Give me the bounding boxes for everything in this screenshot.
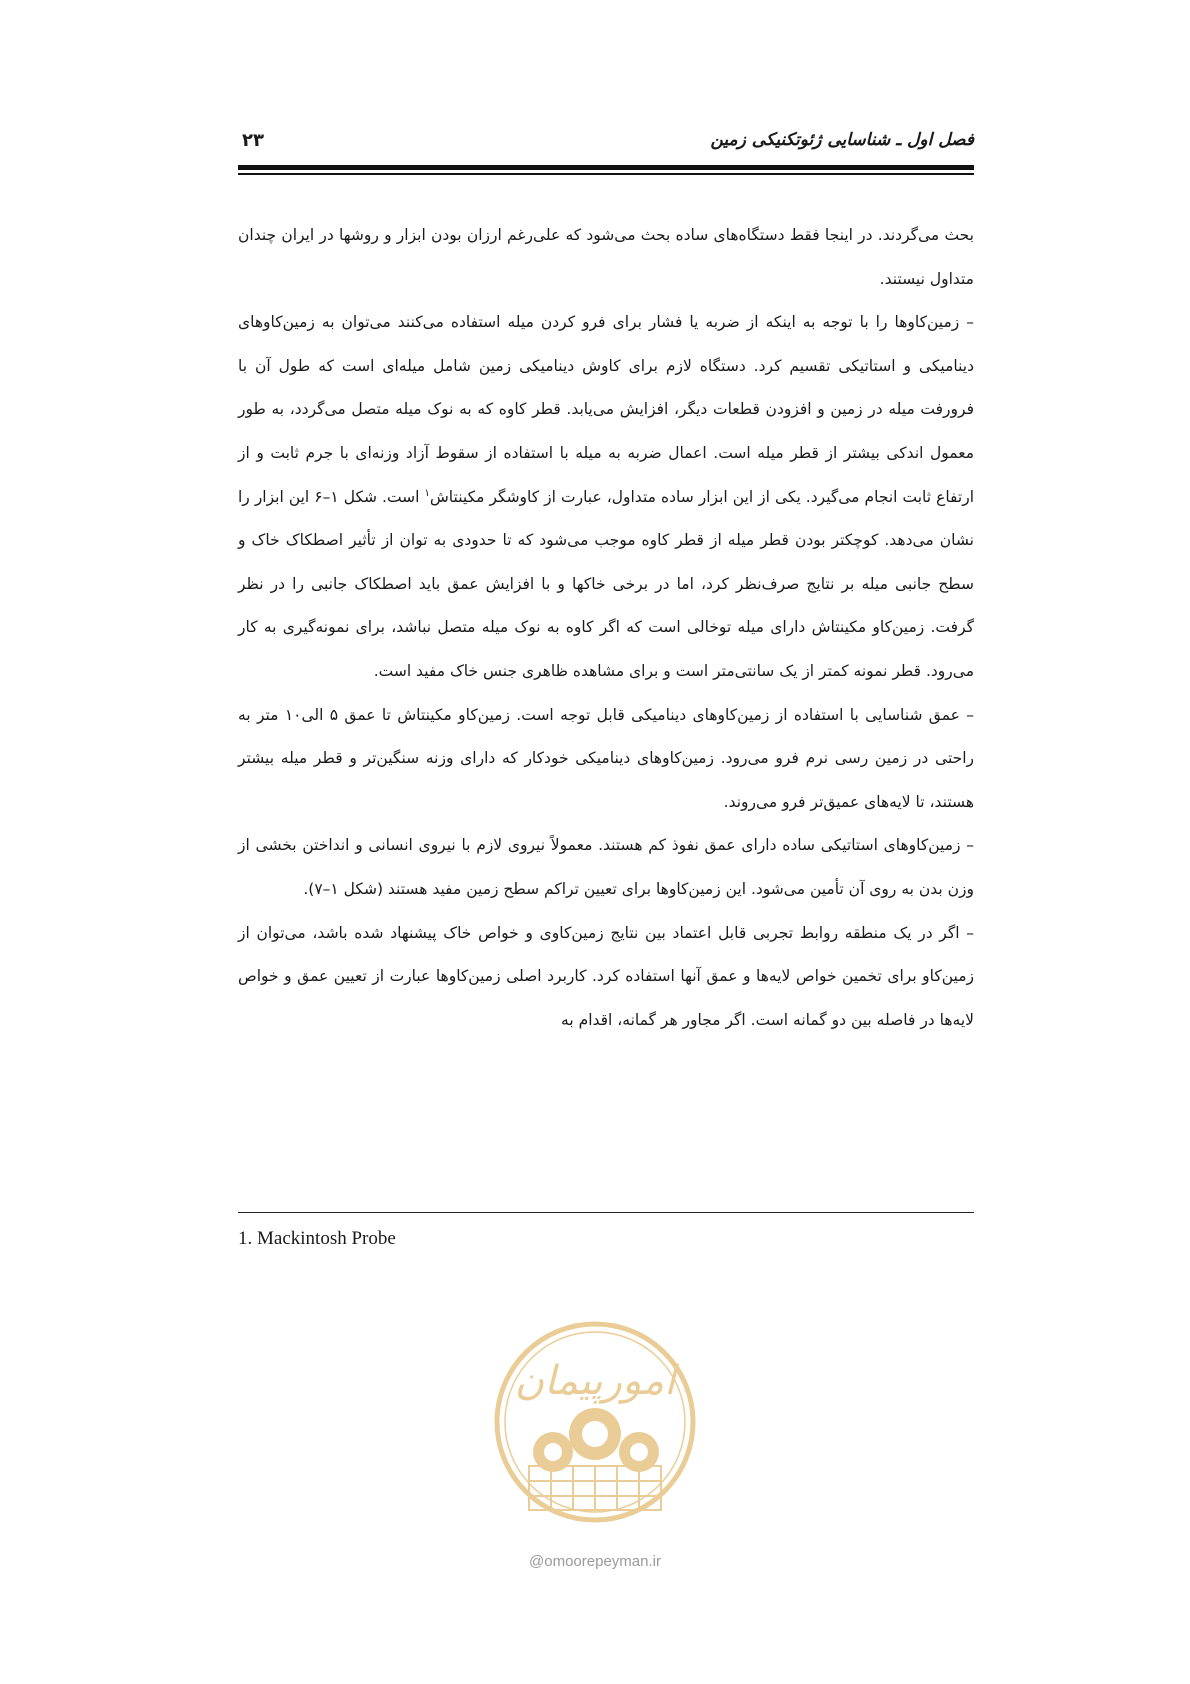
chapter-title: فصل اول ـ شناسایی ژئوتکنیکی زمین [710,130,974,150]
body-text [238,214,974,1042]
paragraph-4: – زمین‌کاوهای استاتیکی ساده دارای عمق نفوذ کم هستند. معمولاً نیروی لازم با نیروی انسانی و انداختن بخشی از وزن بدن به روی آن تأمین می‌شود. این زمین‌کاوها برای تعیین تراکم سطح زمین مفید هستند (شکل ۱–۷). [238,836,974,898]
watermark-logo-icon [489,1316,701,1546]
paragraph-3: – عمق شناسایی با استفاده از زمین‌کاوهای دینامیکی قابل توجه است. زمین‌کاو مکینتاش تا عمق ۵ الی۱۰ متر به راحتی در زمین رسی نرم فرو می‌رود. زمین‌کاوهای دینامیکی خودکار که دارای وزنه سنگین‌تر و قطر میله بیشتر هستند، تا لایه‌های عمیق‌تر فرو می‌روند. [238,705,974,811]
paragraph-2-part-2: است. شکل ۱–۶ این ابزار را نشان می‌دهد. کوچکتر بودن قطر میله از قطر کاوه موجب می‌شود که تا حدودی به توان از تأثیر اصطکاک خاک و سطح جانبی میله بر نتایج صرف‌نظر کرد، اما در برخی خاکها و با افزایش عمق باید اصطکاک جانبی را در نظر گرفت. زمین‌کاو مکینتاش دارای میله توخالی است که اگر کاوه به نوک میله متصل نباشد، برای نمونه‌گیری به کار می‌رود. قطر نمونه کمتر از یک سانتی‌متر است و برای مشاهده ظاهری جنس خاک مفید است. [238,487,974,680]
paragraph-1: بحث می‌گردند. در اینجا فقط دستگاه‌های ساده بحث می‌شود که علی‌رغم ارزان بودن ابزار و روشها در ایران چندان متداول نیستند. [238,226,974,288]
paragraph-2 [238,301,974,693]
header-rule-thin [238,173,974,175]
footnote-marker: ۱ [424,487,430,499]
page-header [238,122,974,162]
paragraph-5: – اگر در یک منطقه روابط تجربی قابل اعتماد بین نتایج زمین‌کاوی و خواص خاک پیشنهاد شده باشد، می‌توان از زمین‌کاو برای تخمین خواص لایه‌ها و عمق آنها استفاده کرد. کاربرد اصلی زمین‌کاوها عبارت از تعیین عمق و خواص لایه‌ها در فاصله بین دو گمانه است. اگر مجاور هر گمانه، اقدام به [238,923,974,1029]
footnote: 1. Mackintosh Probe [238,1228,396,1249]
watermark-url: @omoorepeyman.ir [529,1553,661,1570]
header-rule-thick [238,165,974,170]
footnote-divider [238,1212,974,1213]
watermark-logo-lettering: امورپیمان [514,1358,676,1404]
paragraph-2-part-1: – زمین‌کاوها را با توجه به اینکه از ضربه یا فشار برای فرو کردن میله استفاده می‌کنند می‌توان به زمین‌کاوهای دینامیکی و استاتیکی تقسیم کرد. دستگاه لازم برای کاوش دینامیکی زمین شامل میله‌ای است که طول آن با فرورفت میله در زمین و افزودن قطعات دیگر، افزایش می‌یابد. قطر کاوه که به نوک میله متصل می‌گردد، به طور معمول اندکی بیشتر از قطر میله است. اعمال ضربه به میله با استفاده از سقوط آزاد وزنه‌ای با جرم ثابت و از ارتفاع ثابت انجام می‌گیرد. یکی از این ابزار ساده متداول، عبارت از کاوشگر مکینتاش [238,313,974,506]
page-number: ۲۳ [242,130,264,151]
watermark-logo [489,1316,701,1546]
